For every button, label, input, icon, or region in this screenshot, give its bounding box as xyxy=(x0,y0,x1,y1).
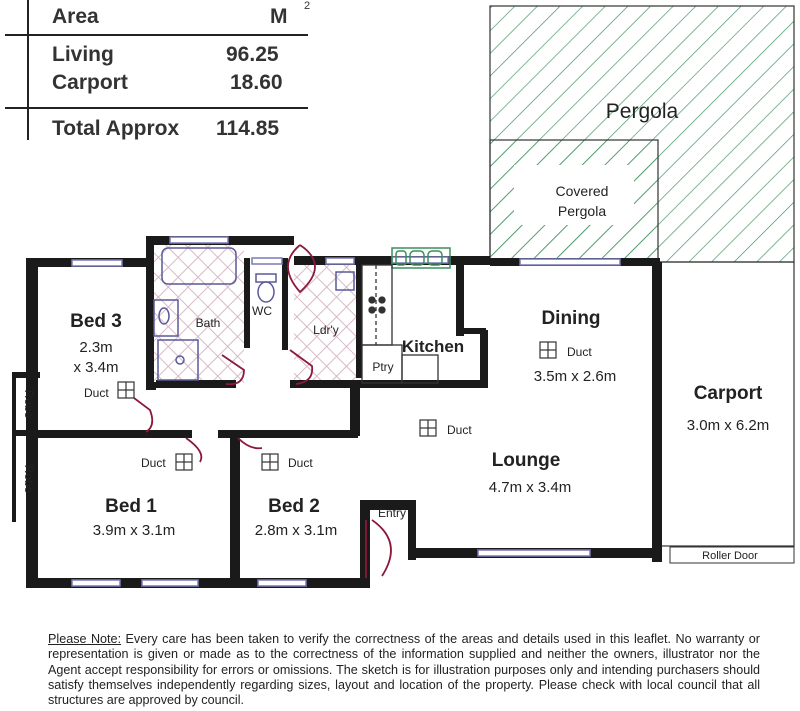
label-bed3-name: Bed 3 xyxy=(70,311,122,332)
duct-icon xyxy=(176,454,192,470)
label-pantry: Ptry xyxy=(372,360,394,374)
area-total-label: Total Approx xyxy=(52,117,180,140)
label-dining-name: Dining xyxy=(541,308,601,329)
duct-icon xyxy=(420,420,436,436)
label-pergola: Pergola xyxy=(605,100,679,123)
label-lounge-dim: 4.7m x 3.4m xyxy=(488,479,572,496)
label-bed2-dim: 2.8m x 3.1m xyxy=(254,522,338,539)
area-header-unit-sup: 2 xyxy=(304,0,311,12)
area-total-value: 114.85 xyxy=(216,117,280,140)
label-carport-name: Carport xyxy=(693,383,763,404)
label-bed2-name: Bed 2 xyxy=(268,496,320,517)
label-dining-dim: 3.5m x 2.6m xyxy=(533,368,617,385)
label-carport-dim: 3.0m x 6.2m xyxy=(686,417,770,434)
duct-icon xyxy=(262,454,278,470)
label-bed1-name: Bed 1 xyxy=(105,496,157,517)
label-laundry: Ldr'y xyxy=(313,323,339,337)
label-bed1-dim: 3.9m x 3.1m xyxy=(92,522,176,539)
duct-icon xyxy=(540,342,556,358)
area-row-carport-label: Carport xyxy=(52,71,128,94)
area-row-carport-value: 18.60 xyxy=(230,71,283,94)
disclaimer-heading: Please Note: xyxy=(48,632,122,646)
label-duct-bed2: Duct xyxy=(288,456,313,470)
label-duct-bed1: Duct xyxy=(141,456,166,470)
disclaimer-text: Every care has been taken to verify the correctness of the areas and details used in this leaflet. No warranty or representation is given or made as to the correctness of the information supplied and neither the owners, illustrator nor the Agent accept responsibility for errors or omissions. The sketch is for illustration purposes only and intending purchasers should satisfy themselves independently regarding sizes, layout and location of the property. Please check with local council that all structures are approved by council. xyxy=(48,632,760,708)
label-robe-1: Robe xyxy=(22,389,36,419)
label-robe-2: Robe xyxy=(22,464,36,494)
area-row-living-label: Living xyxy=(52,43,114,66)
carport-outline xyxy=(660,262,794,563)
label-kitchen: Kitchen xyxy=(401,337,465,356)
label-bed3-dim2: x 3.4m xyxy=(73,359,119,376)
area-row-living-value: 96.25 xyxy=(226,43,279,66)
duct-icon xyxy=(118,382,134,398)
area-header-unit: M xyxy=(270,5,288,28)
area-header-label: Area xyxy=(52,5,99,28)
label-duct-dining: Duct xyxy=(567,345,592,359)
label-wc: WC xyxy=(252,304,272,318)
label-roller-door: Roller Door xyxy=(702,550,758,562)
label-duct-bed3: Duct xyxy=(84,386,109,400)
covered-pergola-area xyxy=(490,140,658,262)
disclaimer-note xyxy=(48,632,760,708)
label-entry: Entry xyxy=(377,506,407,520)
label-covered-pergola-2: Pergola xyxy=(557,203,607,219)
label-lounge-name: Lounge xyxy=(491,450,561,471)
label-duct-lounge: Duct xyxy=(447,423,472,437)
label-bath: Bath xyxy=(195,316,221,330)
label-covered-pergola-1: Covered xyxy=(555,183,609,199)
label-bed3-dim1: 2.3m xyxy=(79,339,113,356)
